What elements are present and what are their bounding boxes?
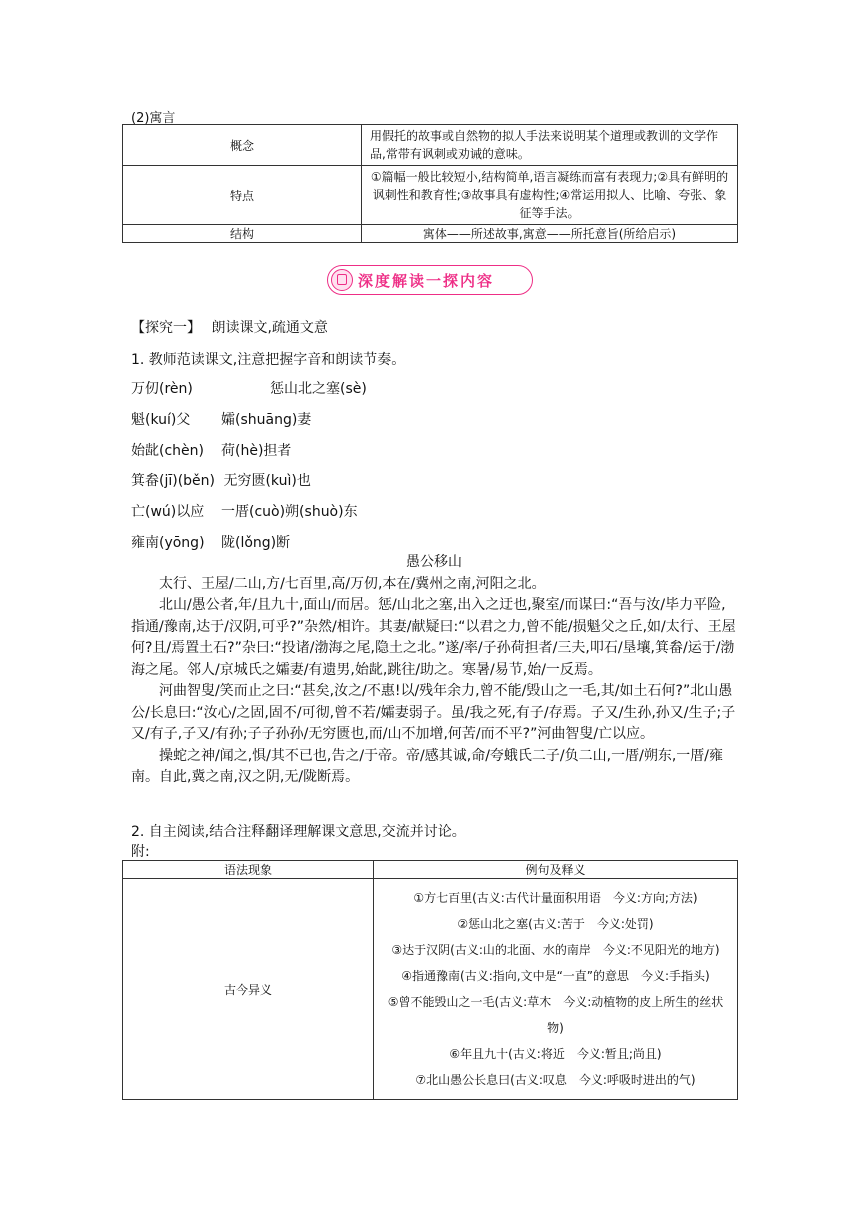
banner-title: 深度解读一探内容 xyxy=(358,272,495,290)
pronunciation-item: 无穷匮(kuì)也 xyxy=(223,473,311,489)
text-body xyxy=(131,552,737,789)
text-paragraph: 太行、王屋/二山,方/七百里,高/万仞,本在/冀州之南,河阳之北。 xyxy=(159,575,546,592)
example-item: ⑥年且九十(古义:将近 今义:暂且;尚且) xyxy=(449,1047,662,1061)
text-title: 愚公移山 xyxy=(406,554,462,570)
pronunciation-item: 万仞(rèn) xyxy=(131,381,193,397)
example-item: ③达于汉阴(古义:山的北面、水的南岸 今义:不见阳光的地方) xyxy=(391,943,720,957)
explore-title: 朗读课文,疏通文意 xyxy=(211,320,328,336)
table-cell-label: 特点 xyxy=(123,166,362,225)
example-item: ①方七百里(古义:古代计量面积用语 今义:方向;方法) xyxy=(413,891,698,905)
section-banner xyxy=(327,265,533,295)
example-item: ②惩山北之塞(古义:苦于 今义:处罚) xyxy=(457,917,654,931)
table-cell-label: 结构 xyxy=(123,225,362,243)
table-row xyxy=(123,225,738,243)
book-icon xyxy=(331,269,353,291)
pronunciation-item: 雍南(yōng) xyxy=(131,535,205,551)
text-paragraph: 北山/愚公者,年/且九十,面山/而居。惩/山北之塞,出入之迂也,聚室/而谋曰:“吾与汝/毕力平险,指通/豫南,达于/汉阴,可乎?”杂然/相许。其妻/献疑曰:“以君之力,曾不能/损魁父之丘,如/太行、王屋何?且/焉置土石?”杂曰:“投诸/渤海之尾,隐土之北。”遂/率/子孙荷担者/三夫,叩石/垦壤,箕畚/运于/渤海之尾。邻人/京城氏之孀妻/有遗男,始龀,跳往/助之。寒暑/易节,始/一反焉。 xyxy=(131,597,736,678)
pronunciation-item: 一厝(cuò)朔(shuò)东 xyxy=(221,504,358,520)
fable-table xyxy=(122,124,738,243)
example-item: ④指通豫南(古义:指向,文中是“一直”的意思 今义:手指头) xyxy=(401,969,710,983)
table-header-row xyxy=(123,861,738,879)
table-row xyxy=(123,125,738,166)
pronunciation-item: 陇(lǒng)断 xyxy=(221,535,291,551)
table-header: 例句及释义 xyxy=(374,861,738,879)
step-2: 2. 自主阅读,结合注释翻译理解课文意思,交流并讨论。 xyxy=(131,824,466,840)
table-header: 语法现象 xyxy=(123,861,374,879)
table-cell-content: ①篇幅一般比较短小,结构简单,语言凝练而富有表现力;②具有鲜明的讽刺性和教育性;③故事具有虚构性;④常运用拟人、比喻、夸张、象征等手法。 xyxy=(362,166,738,225)
example-item: ⑦北山愚公长息曰(古义:叹息 今义:呼吸时进出的气) xyxy=(415,1073,696,1087)
table-cell-label: 概念 xyxy=(123,125,362,166)
table-cell-content: 用假托的故事或自然物的拟人手法来说明某个道理或教训的文学作品,常带有讽刺或劝诫的意味。 xyxy=(362,125,738,166)
explore-label: 【探究一】 xyxy=(131,320,201,336)
pronunciation-row xyxy=(131,532,291,552)
pronunciation-item: 箕畚(jī)(běn) xyxy=(131,473,215,489)
pronunciation-item: 孀(shuāng)妻 xyxy=(221,412,312,428)
grammar-examples xyxy=(374,879,738,1100)
pronunciation-item: 始龀(chèn) xyxy=(131,443,204,459)
table-row xyxy=(123,166,738,225)
pronunciation-row xyxy=(131,501,358,521)
example-item: ⑤曾不能毁山之一毛(古义:草木 今义:动植物的皮上所生的丝状物) xyxy=(387,995,724,1035)
pronunciation-row xyxy=(131,409,312,429)
explore-heading xyxy=(131,317,328,337)
grammar-table xyxy=(122,860,738,1100)
table-row xyxy=(123,879,738,1100)
appendix-label: 附: xyxy=(131,844,150,860)
pronunciation-row xyxy=(131,440,292,460)
pronunciation-row xyxy=(131,378,367,398)
fable-heading: (2)寓言 xyxy=(131,111,176,126)
pronunciation-item: 荷(hè)担者 xyxy=(221,443,292,459)
grammar-category: 古今异义 xyxy=(123,879,374,1100)
pronunciation-item: 惩山北之塞(sè) xyxy=(270,381,367,397)
table-cell-content: 寓体——所述故事,寓意——所托意旨(所给启示) xyxy=(362,225,738,243)
pronunciation-row xyxy=(131,470,311,490)
text-paragraph: 操蛇之神/闻之,惧/其不已也,告之/于帝。帝/感其诚,命/夸蛾氏二子/负二山,一厝/朔东,一厝/雍南。自此,冀之南,汉之阴,无/陇断焉。 xyxy=(131,747,723,785)
pronunciation-item: 亡(wú)以应 xyxy=(131,504,205,520)
pronunciation-item: 魁(kuí)父 xyxy=(131,412,191,428)
step-1: 1. 教师范读课文,注意把握字音和朗读节奏。 xyxy=(131,352,406,368)
text-paragraph: 河曲智叟/笑而止之曰:“甚矣,汝之/不惠!以/残年余力,曾不能/毁山之一毛,其/如土石何?”北山愚公/长息曰:“汝心/之固,固不/可彻,曾不若/孀妻弱子。虽/我之死,有子/存焉。子又/生孙,孙又/生子;子又/有子,子又/有孙;子子孙孙/无穷匮也,而/山不加增,何苦/而不平?”河曲智叟/亡以应。 xyxy=(131,683,736,742)
